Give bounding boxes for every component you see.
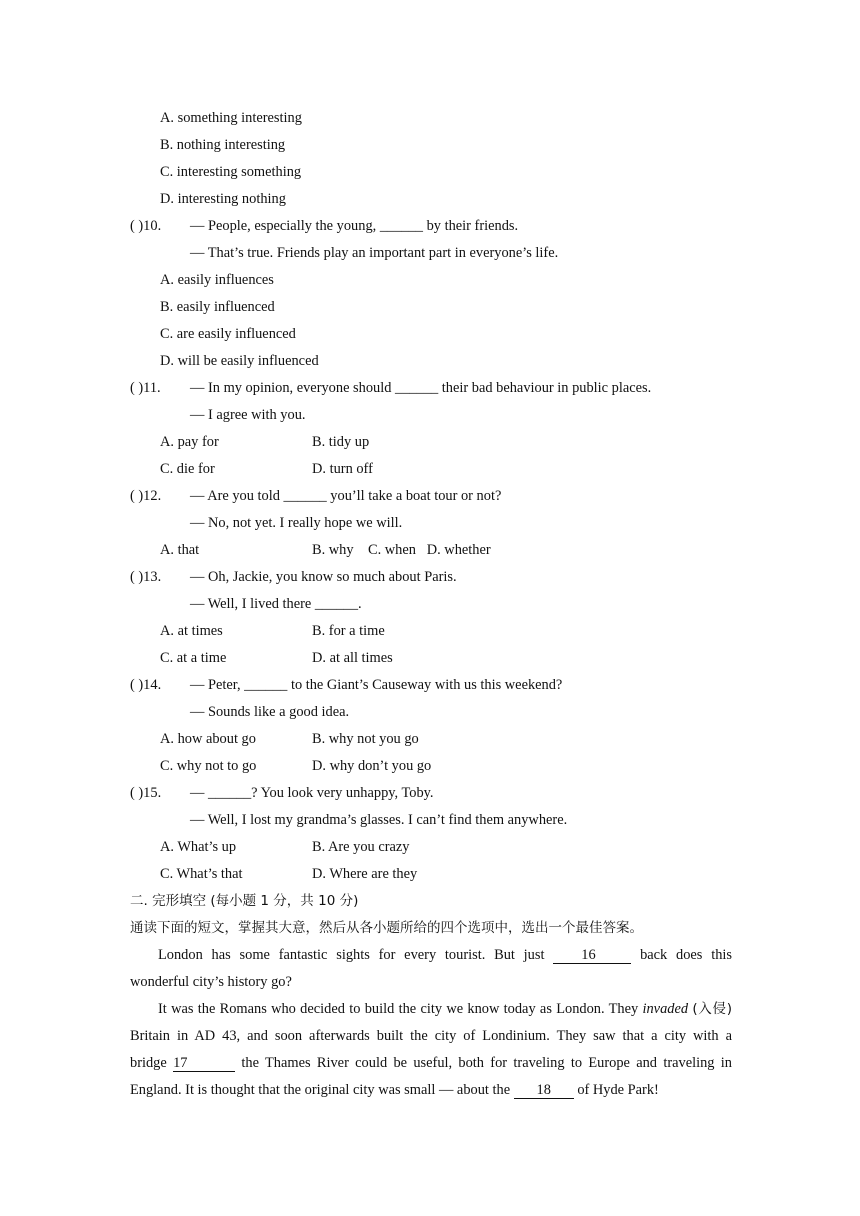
q9-option-a: A. something interesting xyxy=(160,110,302,126)
q14-option-a: A. how about go xyxy=(160,731,256,747)
q11-question: — In my opinion, everyone should ______ their bad behaviour in public places. xyxy=(190,380,652,396)
q13-number: ( )13. xyxy=(130,569,162,585)
q11-option-a: A. pay for xyxy=(160,434,219,450)
q15-option-a: A. What’s up xyxy=(160,839,237,855)
passage-paragraph-1 xyxy=(130,942,732,996)
q13-option-c: C. at a time xyxy=(160,650,227,666)
q15-option-d: D. Where are they xyxy=(312,866,418,882)
q12-number: ( )12. xyxy=(130,488,162,504)
q15-option-c: C. What’s that xyxy=(160,866,243,882)
p1-line-2: wonderful city’s history go? xyxy=(130,974,292,990)
section2-instruction-text: 通读下面的短文，掌握其大意，然后从各小题所给的四个选项中，选出一个最佳答案。 xyxy=(130,920,643,936)
q9-option-b: B. nothing interesting xyxy=(160,137,286,153)
blank-18: 18 xyxy=(514,1082,574,1099)
q9-option-d: D. interesting nothing xyxy=(160,191,286,207)
passage-paragraph-2 xyxy=(130,996,732,1104)
q13-answer: — Well, I lived there ______. xyxy=(190,596,362,612)
q14-option-c: C. why not to go xyxy=(160,758,257,774)
q10-option-d: D. will be easily influenced xyxy=(160,353,319,369)
p2-text-4b: of Hyde Park! xyxy=(577,1082,659,1098)
q11-option-d: D. turn off xyxy=(312,461,373,477)
q14-question: — Peter, ______ to the Giant’s Causeway with us this weekend? xyxy=(190,677,563,693)
q11-option-b: B. tidy up xyxy=(312,434,370,450)
p2-line-1 xyxy=(130,996,732,1023)
q12-option-a: A. that xyxy=(160,542,200,558)
q14-option-d: D. why don’t you go xyxy=(312,758,432,774)
q13-option-d: D. at all times xyxy=(312,650,393,666)
q15-answer: — Well, I lost my grandma’s glasses. I can’t find them anywhere. xyxy=(190,812,568,828)
section2-title-text: 二. 完形填空 (每小题 1 分，共 10 分) xyxy=(130,893,359,909)
p1-text-b: back does this xyxy=(640,947,732,963)
q10-option-c: C. are easily influenced xyxy=(160,326,296,342)
section2-instruction xyxy=(130,918,643,938)
q10-question: — People, especially the young, ______ by their friends. xyxy=(190,218,519,234)
q11-answer: — I agree with you. xyxy=(190,407,306,423)
q13-option-b: B. for a time xyxy=(312,623,385,639)
p2-line-2: Britain in AD 43, and soon afterwards built the city of Londinium. They saw that a city with a xyxy=(130,1028,732,1044)
q10-number: ( )10. xyxy=(130,218,162,234)
q13-option-a: A. at times xyxy=(160,623,223,639)
q12-option-bcd: B. why C. when D. whether xyxy=(312,542,491,558)
q12-question: — Are you told ______ you’ll take a boat tour or not? xyxy=(190,488,502,504)
q14-number: ( )14. xyxy=(130,677,162,693)
p2-text-1a: It was the Romans who decided to build the city we know today as London. They xyxy=(158,1001,639,1017)
p2-text-4a: England. It is thought that the original city was small — about the xyxy=(130,1082,511,1098)
blank-16: 16 xyxy=(553,947,631,964)
q10-option-a: A. easily influences xyxy=(160,272,274,288)
q10-answer: — That’s true. Friends play an important part in everyone’s life. xyxy=(190,245,559,261)
p2-text-3b: the Thames River could be useful, both for traveling to Europe and traveling in xyxy=(241,1055,732,1071)
q14-answer: — Sounds like a good idea. xyxy=(190,704,350,720)
q13-question: — Oh, Jackie, you know so much about Paris. xyxy=(190,569,457,585)
p2-line-3 xyxy=(130,1050,732,1077)
blank-17: 17 xyxy=(173,1055,235,1072)
q9-option-c: C. interesting something xyxy=(160,164,302,180)
q11-number: ( )11. xyxy=(130,380,161,396)
q15-number: ( )15. xyxy=(130,785,162,801)
q10-option-b: B. easily influenced xyxy=(160,299,275,315)
p1-line-1 xyxy=(130,942,732,969)
q15-option-b: B. Are you crazy xyxy=(312,839,410,855)
q11-option-c: C. die for xyxy=(160,461,215,477)
p2-line-4 xyxy=(130,1077,732,1104)
p2-text-3a: bridge xyxy=(130,1055,167,1071)
p2-gloss: (入侵) xyxy=(692,1001,732,1017)
p1-text-a: London has some fantastic sights for every tourist. But just xyxy=(158,947,545,963)
q14-option-b: B. why not you go xyxy=(312,731,419,747)
section2-title xyxy=(130,891,358,911)
q15-question: — ______? You look very unhappy, Toby. xyxy=(190,785,434,801)
p2-italic-word: invaded xyxy=(642,1001,689,1017)
q12-answer: — No, not yet. I really hope we will. xyxy=(190,515,403,531)
